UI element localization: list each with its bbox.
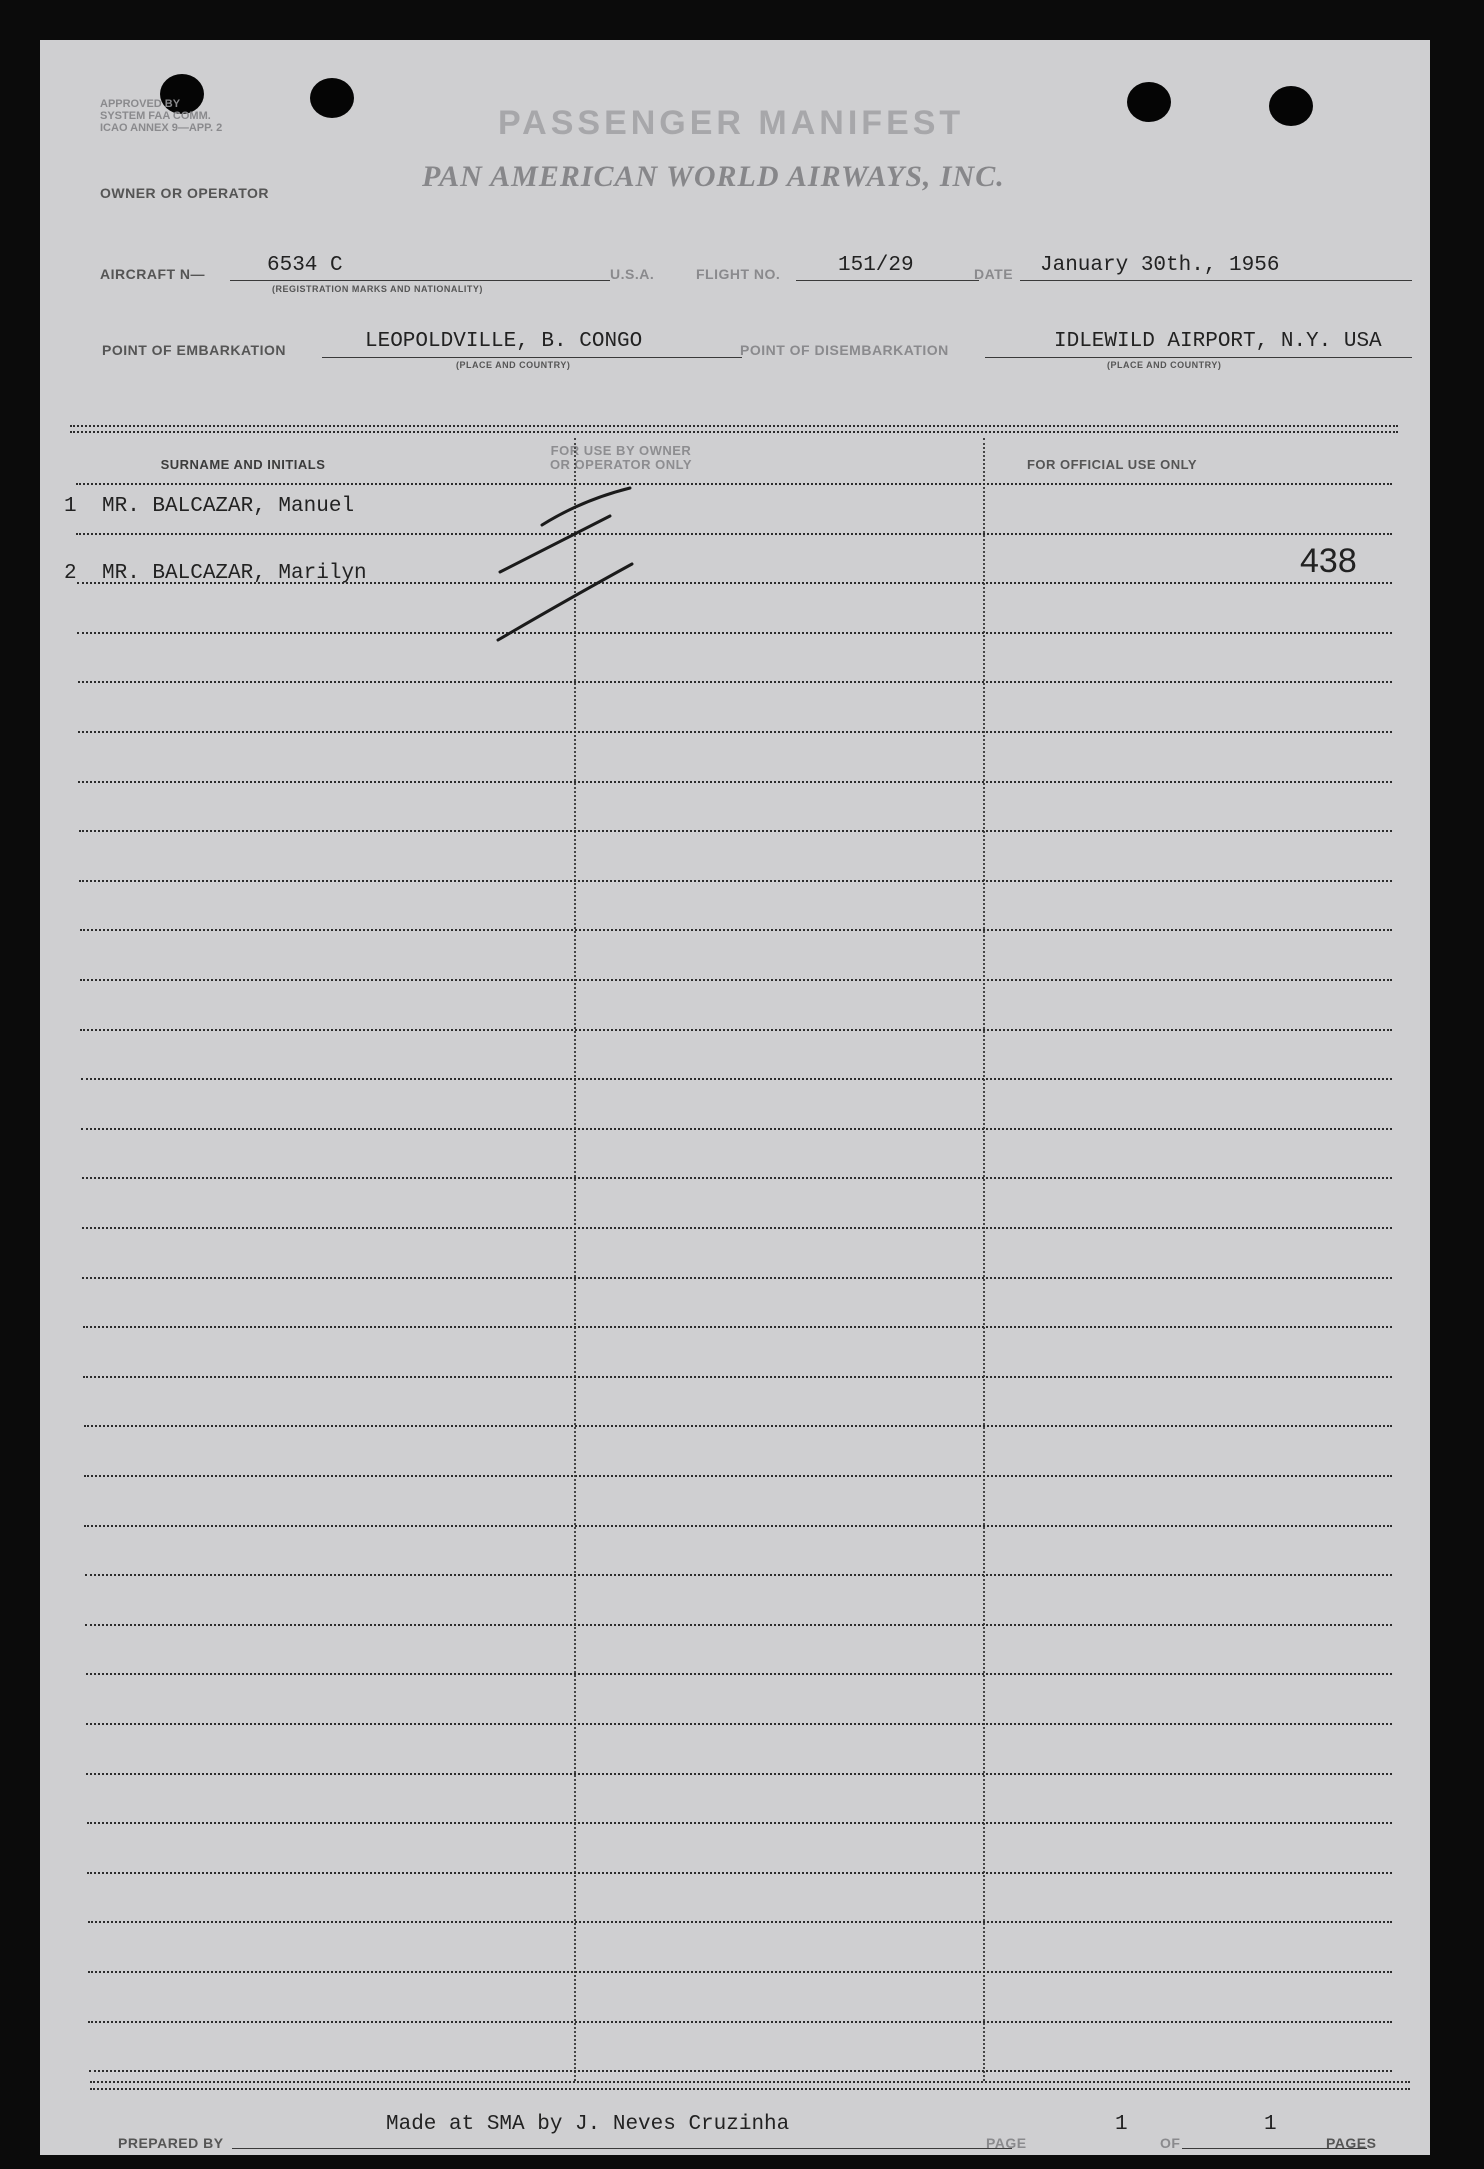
row-rule: [80, 1029, 1392, 1031]
row-rule: [77, 632, 1392, 634]
row-rule: [83, 1376, 1392, 1378]
row-rule: [84, 1475, 1392, 1477]
prepared-by-value: Made at SMA by J. Neves Cruzinha: [386, 2113, 790, 2136]
aircraft-registration: 6534 C: [267, 254, 343, 277]
total-pages: 1: [1264, 2113, 1277, 2136]
row-rule: [80, 929, 1392, 931]
owner-use-column-header: [416, 444, 826, 472]
row-rule: [88, 1971, 1392, 1973]
of-label: OF: [1160, 2135, 1181, 2151]
row-number: 2: [64, 562, 77, 585]
passenger-name: MR. BALCAZAR, Marilyn: [102, 562, 367, 585]
row-rule: [86, 1723, 1392, 1725]
page-number: 1: [1115, 2113, 1128, 2136]
row-rule: [81, 1078, 1392, 1080]
surname-column-header: SURNAME AND INITIALS: [160, 457, 326, 472]
row-rule: [78, 731, 1392, 733]
row-rule: [78, 781, 1392, 783]
flight-date: January 30th., 1956: [1040, 254, 1280, 277]
row-rule: [87, 1872, 1392, 1874]
approval-line: SYSTEM FAA COMM.: [100, 110, 211, 122]
row-rule: [84, 1425, 1392, 1427]
row-rule: [85, 1574, 1392, 1576]
column-divider: [574, 438, 576, 2081]
passenger-name: MR. BALCAZAR, Manuel: [102, 495, 355, 518]
prepared-by-label: PREPARED BY: [118, 2135, 224, 2151]
embarkation-label: POINT OF EMBARKATION: [102, 342, 286, 358]
row-rule: [85, 1624, 1392, 1626]
flight-number: 151/29: [838, 254, 914, 277]
row-rule: [87, 1822, 1392, 1824]
flight-label: FLIGHT NO.: [696, 266, 781, 282]
official-column-header: FOR OFFICIAL USE ONLY: [1026, 457, 1198, 472]
manifest-sheet: [40, 40, 1430, 2155]
approval-line: APPROVED BY: [100, 98, 181, 110]
row-rule: [76, 533, 1392, 535]
row-rule: [82, 1277, 1392, 1279]
row-rule: [79, 830, 1392, 832]
row-rule: [83, 1326, 1392, 1328]
pages-label: PAGES: [1326, 2135, 1377, 2151]
row-rule: [78, 681, 1392, 683]
check-marks: [490, 470, 690, 650]
row-rule: [82, 1227, 1392, 1229]
aircraft-caption: (REGISTRATION MARKS AND NATIONALITY): [272, 284, 483, 294]
row-rule: [86, 1773, 1392, 1775]
embarkation-point: LEOPOLDVILLE, B. CONGO: [365, 330, 643, 353]
official-entry: 438: [1300, 542, 1357, 580]
owner-label: OWNER OR OPERATOR: [100, 185, 269, 201]
row-rule: [79, 880, 1392, 882]
row-rule: [82, 1177, 1392, 1179]
row-rule: [80, 979, 1392, 981]
owner-use-header-line: OR OPERATOR ONLY: [549, 457, 693, 472]
row-rule: [81, 1128, 1392, 1130]
punch-hole: [310, 78, 354, 118]
row-rule: [76, 483, 1392, 485]
date-label: DATE: [974, 266, 1014, 282]
row-rule: [89, 2070, 1392, 2072]
row-rule: [84, 1525, 1392, 1527]
row-rule: [86, 1673, 1392, 1675]
form-title: PASSENGER MANIFEST: [498, 104, 965, 142]
disembarkation-caption: (PLACE AND COUNTRY): [1107, 360, 1222, 370]
punch-hole: [1269, 86, 1313, 126]
column-divider: [983, 438, 985, 2081]
disembarkation-label: POINT OF DISEMBARKATION: [740, 342, 949, 358]
disembarkation-point: IDLEWILD AIRPORT, N.Y. USA: [1054, 330, 1382, 353]
row-rule: [88, 2021, 1392, 2023]
page-label: PAGE: [986, 2135, 1027, 2151]
approval-notice: [100, 98, 222, 134]
country-label: U.S.A.: [610, 266, 655, 282]
approval-line: ICAO ANNEX 9—APP. 2: [100, 122, 223, 134]
owner-use-header-line: FOR USE BY OWNER: [550, 443, 692, 458]
embarkation-caption: (PLACE AND COUNTRY): [456, 360, 571, 370]
airline-name: PAN AMERICAN WORLD AIRWAYS, INC.: [422, 160, 1005, 193]
row-number: 1: [64, 495, 77, 518]
row-rule: [88, 1921, 1392, 1923]
punch-hole: [1127, 82, 1171, 122]
aircraft-label: AIRCRAFT N—: [100, 266, 206, 282]
